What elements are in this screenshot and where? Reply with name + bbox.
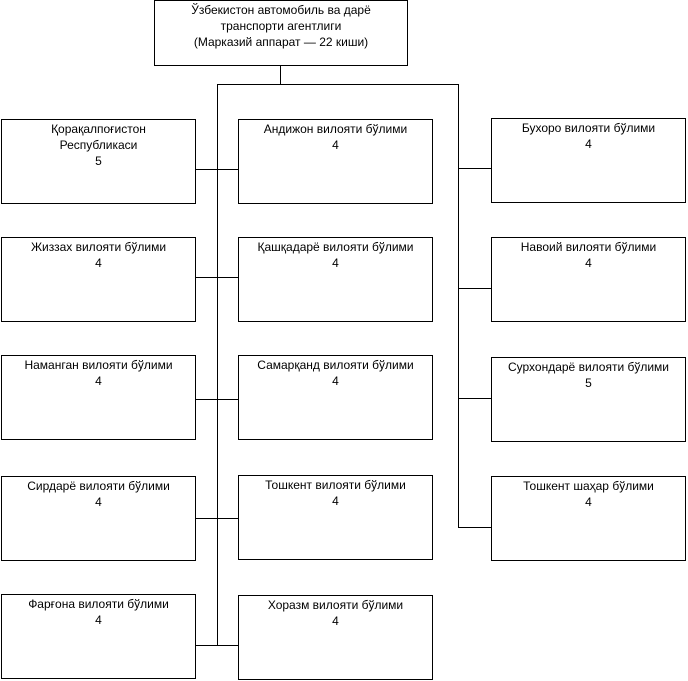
connector-right-trunk xyxy=(458,84,459,528)
connector-right-row2 xyxy=(458,288,492,289)
unit-box-fergana xyxy=(1,594,196,679)
unit-box-surkhandarya xyxy=(491,357,686,442)
unit-name: Бухоро вилояти бўлими xyxy=(521,121,656,135)
unit-name: Сирдарё вилояти бўлими xyxy=(27,479,170,493)
connector-row1 xyxy=(196,169,239,170)
unit-staff-count: 4 xyxy=(585,137,592,151)
unit-staff-count: 4 xyxy=(585,256,592,270)
unit-box-khorezm xyxy=(238,595,433,680)
unit-staff-count: 5 xyxy=(585,376,592,390)
connector-row5 xyxy=(196,645,239,646)
unit-box-syrdarya xyxy=(1,476,196,561)
unit-name: Қашқадарё вилояти бўлими xyxy=(257,240,414,254)
unit-staff-count: 4 xyxy=(585,495,592,509)
connector-right-row4 xyxy=(458,527,492,528)
unit-name: Фарғона вилояти бўлими xyxy=(28,597,169,611)
unit-staff-count: 4 xyxy=(332,614,339,628)
unit-box-tashkent-region xyxy=(238,475,433,560)
unit-staff-count: 4 xyxy=(332,138,339,152)
unit-name: Тошкент вилояти бўлими xyxy=(265,478,406,492)
connector-row2 xyxy=(196,277,239,278)
unit-staff-count: 4 xyxy=(332,374,339,388)
unit-name: Хоразм вилояти бўлими xyxy=(267,598,404,612)
unit-name: Қорақалпоғистон xyxy=(51,122,146,136)
unit-name: Тошкент шаҳар бўлими xyxy=(523,479,654,493)
connector-top-bar xyxy=(217,84,459,85)
unit-staff-count: 4 xyxy=(332,494,339,508)
agency-box xyxy=(154,0,408,66)
unit-staff-count: 4 xyxy=(95,374,102,388)
unit-staff-count: 4 xyxy=(95,613,102,627)
connector-row4 xyxy=(196,518,239,519)
unit-name: Самарқанд вилояти бўлими xyxy=(257,358,414,372)
unit-box-karakalpakstan xyxy=(1,119,196,204)
unit-box-andijan xyxy=(238,119,433,204)
unit-box-samarkand xyxy=(238,355,433,440)
connector-right-row1 xyxy=(458,168,492,169)
unit-staff-count: 4 xyxy=(95,495,102,509)
agency-line-1: Ўзбекистон автомобиль ва дарё xyxy=(191,3,371,17)
unit-box-namangan xyxy=(1,355,196,440)
unit-staff-count: 4 xyxy=(332,256,339,270)
unit-box-jizzakh xyxy=(1,237,196,322)
unit-staff-count: 4 xyxy=(95,256,102,270)
unit-name: Наманган вилояти бўлими xyxy=(24,358,173,372)
unit-name: Жиззах вилояти бўлими xyxy=(30,240,167,254)
connector-top-stem xyxy=(280,65,281,84)
unit-staff-count: 5 xyxy=(95,154,102,168)
unit-name: Навоий вилояти бўлими xyxy=(520,240,657,254)
unit-box-tashkent-city xyxy=(491,476,686,561)
agency-line-3: (Марказий аппарат — 22 киши) xyxy=(193,35,369,49)
unit-name-line-2: Республикаси xyxy=(59,138,138,152)
unit-box-navoi xyxy=(491,237,686,322)
unit-name: Сурхондарё вилояти бўлими xyxy=(507,360,670,374)
unit-box-kashkadarya xyxy=(238,237,433,322)
unit-name: Андижон вилояти бўлими xyxy=(263,122,408,136)
unit-box-bukhara xyxy=(491,118,686,203)
connector-row3 xyxy=(196,399,239,400)
connector-right-row3 xyxy=(458,398,492,399)
agency-line-2: транспорти агентлиги xyxy=(220,19,342,33)
